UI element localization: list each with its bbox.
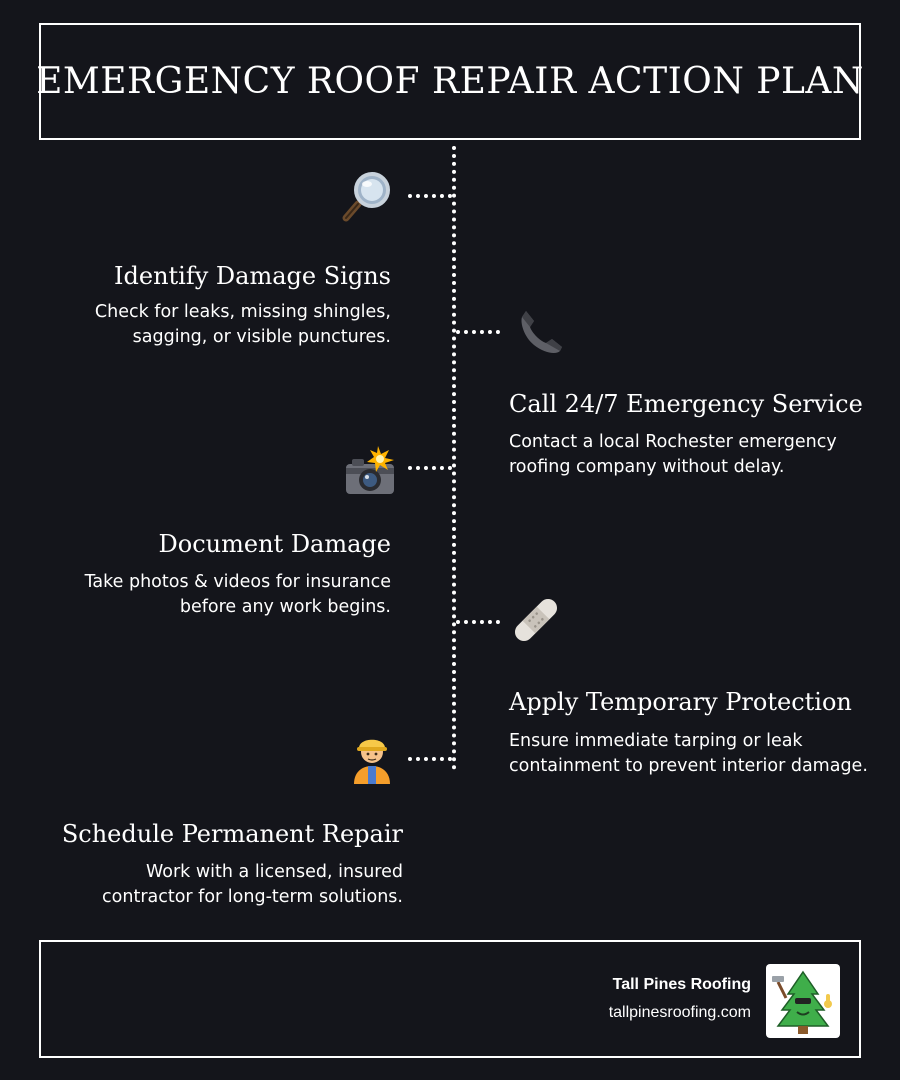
step-3-description xyxy=(85,570,391,620)
telephone-icon xyxy=(512,303,568,359)
step-5-desc-line-1: Work with a licensed, insured xyxy=(145,862,403,882)
step-2-desc-line-2: roofing company without delay. xyxy=(509,457,785,477)
connector-step-3 xyxy=(408,466,452,470)
camera-flash-icon xyxy=(342,444,398,500)
brand-url[interactable]: tallpinesroofing.com xyxy=(608,1004,751,1021)
step-2-title: Call 24/7 Emergency Service xyxy=(509,390,863,418)
step-2-description xyxy=(509,430,837,480)
step-2-desc-line-1: Contact a local Rochester emergency xyxy=(509,432,837,452)
pine-tree-mascot-icon xyxy=(766,964,840,1038)
connector-step-5 xyxy=(408,757,452,761)
step-4-desc-line-2: containment to prevent interior damage. xyxy=(509,756,868,776)
step-1-description xyxy=(95,300,391,350)
step-1-desc-line-2: sagging, or visible punctures. xyxy=(132,327,391,347)
brand-name: Tall Pines Roofing xyxy=(612,976,751,993)
step-5-title: Schedule Permanent Repair xyxy=(61,820,403,848)
step-4-desc-line-1: Ensure immediate tarping or leak xyxy=(509,731,803,751)
step-1-title: Identify Damage Signs xyxy=(114,262,391,290)
bandage-icon xyxy=(508,592,564,648)
step-4-title: Apply Temporary Protection xyxy=(509,688,852,716)
timeline-line xyxy=(452,146,456,770)
step-5-description xyxy=(102,860,403,910)
connector-step-1 xyxy=(408,194,452,198)
magnifying-glass-icon xyxy=(340,168,396,224)
page-title: EMERGENCY ROOF REPAIR ACTION PLAN xyxy=(36,61,864,102)
construction-worker-icon xyxy=(344,728,400,784)
step-3-desc-line-1: Take photos & videos for insurance xyxy=(84,572,391,592)
title-box xyxy=(36,23,864,140)
step-3-desc-line-2: before any work begins. xyxy=(179,597,391,617)
footer-box xyxy=(39,940,861,1058)
step-1-desc-line-1: Check for leaks, missing shingles, xyxy=(94,302,391,322)
step-5-desc-line-2: contractor for long-term solutions. xyxy=(102,887,403,907)
connector-step-2 xyxy=(456,330,500,334)
step-3-title: Document Damage xyxy=(158,530,391,558)
connector-step-4 xyxy=(456,620,500,624)
step-4-description xyxy=(509,729,868,779)
